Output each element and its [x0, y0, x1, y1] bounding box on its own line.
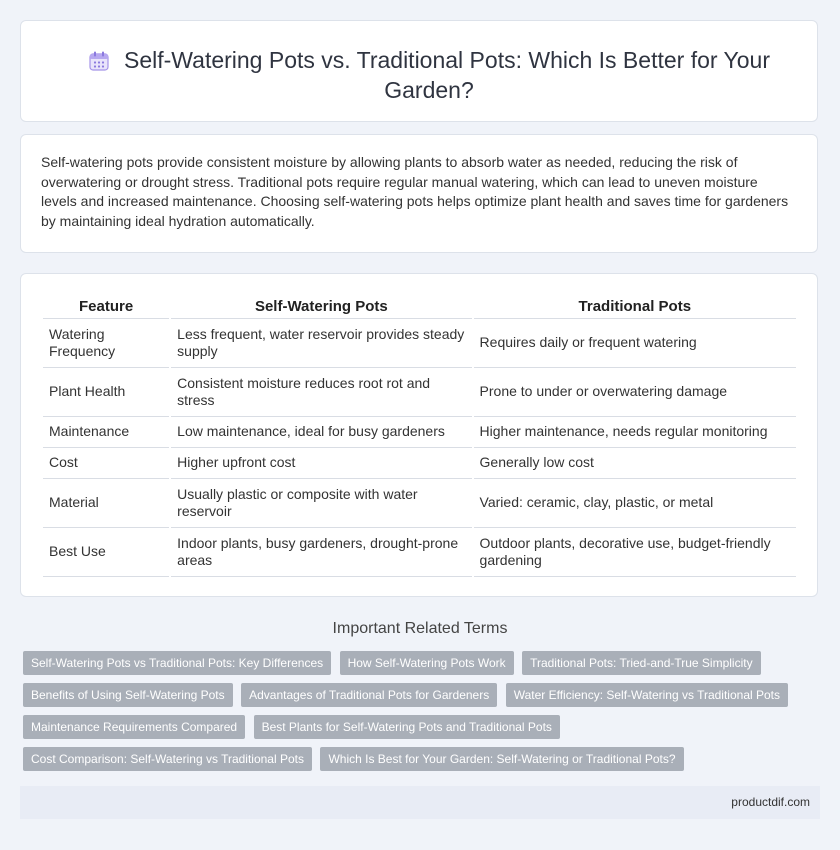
related-term-tag[interactable]: How Self-Watering Pots Work: [340, 651, 514, 675]
table-cell: Indoor plants, busy gardeners, drought-prone areas: [171, 528, 471, 577]
related-term-tag[interactable]: Traditional Pots: Tried-and-True Simplicity: [522, 651, 761, 675]
intro-text: Self-watering pots provide consistent moisture by allowing plants to absorb water as needed, reducing the risk of overwatering or drought stress. Traditional pots require regular manual watering, which can lead to uneven moisture levels and increased maintenance. Choosing self-watering pots helps optimize plant health and saves time for gardeners by maintaining ideal hydration automatically.: [41, 154, 789, 229]
header-self-watering: Self-Watering Pots: [171, 294, 471, 319]
table-cell: Consistent moisture reduces root rot and stress: [171, 368, 471, 417]
header-card: [20, 20, 818, 122]
related-terms-title: Important Related Terms: [332, 620, 508, 637]
page-title-text: Self-Watering Pots vs. Traditional Pots: Which Is Better for Your Garden?: [124, 47, 770, 103]
related-term-tag[interactable]: Best Plants for Self-Watering Pots and Traditional Pots: [254, 715, 560, 739]
related-term-tag[interactable]: Advantages of Traditional Pots for Gardeners: [241, 683, 497, 707]
table-cell: Plant Health: [43, 368, 169, 417]
related-terms-list: [23, 651, 803, 779]
table-row: [43, 528, 796, 577]
related-term-tag[interactable]: Water Efficiency: Self-Watering vs Traditional Pots: [506, 683, 788, 707]
table-row: [43, 417, 796, 448]
table-header-row: [43, 294, 796, 319]
footer: [20, 786, 820, 819]
table-cell: Requires daily or frequent watering: [474, 319, 796, 368]
related-term-tag[interactable]: Benefits of Using Self-Watering Pots: [23, 683, 233, 707]
table-cell: Generally low cost: [474, 448, 796, 479]
comparison-table: [41, 294, 798, 577]
table-cell: Varied: ceramic, clay, plastic, or metal: [474, 479, 796, 528]
table-row: [43, 448, 796, 479]
footer-site-link[interactable]: productdif.com: [731, 795, 810, 809]
table-cell: Material: [43, 479, 169, 528]
calendar-icon: [88, 50, 110, 72]
page-title: [61, 45, 797, 105]
table-cell: Low maintenance, ideal for busy gardeners: [171, 417, 471, 448]
related-term-tag[interactable]: Maintenance Requirements Compared: [23, 715, 245, 739]
table-cell: Outdoor plants, decorative use, budget-friendly gardening: [474, 528, 796, 577]
table-row: [43, 479, 796, 528]
table-cell: Less frequent, water reservoir provides steady supply: [171, 319, 471, 368]
related-term-tag[interactable]: Which Is Best for Your Garden: Self-Watering or Traditional Pots?: [320, 747, 683, 771]
related-term-tag[interactable]: Self-Watering Pots vs Traditional Pots: Key Differences: [23, 651, 331, 675]
table-cell: Best Use: [43, 528, 169, 577]
header-feature: Feature: [43, 294, 169, 319]
table-row: [43, 319, 796, 368]
table-cell: Higher maintenance, needs regular monitoring: [474, 417, 796, 448]
intro-card: [20, 134, 818, 253]
table-cell: Usually plastic or composite with water reservoir: [171, 479, 471, 528]
table-cell: Watering Frequency: [43, 319, 169, 368]
table-cell: Higher upfront cost: [171, 448, 471, 479]
table-row: [43, 368, 796, 417]
table-cell: Maintenance: [43, 417, 169, 448]
table-cell: Cost: [43, 448, 169, 479]
table-cell: Prone to under or overwatering damage: [474, 368, 796, 417]
comparison-card: [20, 273, 818, 597]
header-traditional: Traditional Pots: [474, 294, 796, 319]
related-term-tag[interactable]: Cost Comparison: Self-Watering vs Traditional Pots: [23, 747, 312, 771]
